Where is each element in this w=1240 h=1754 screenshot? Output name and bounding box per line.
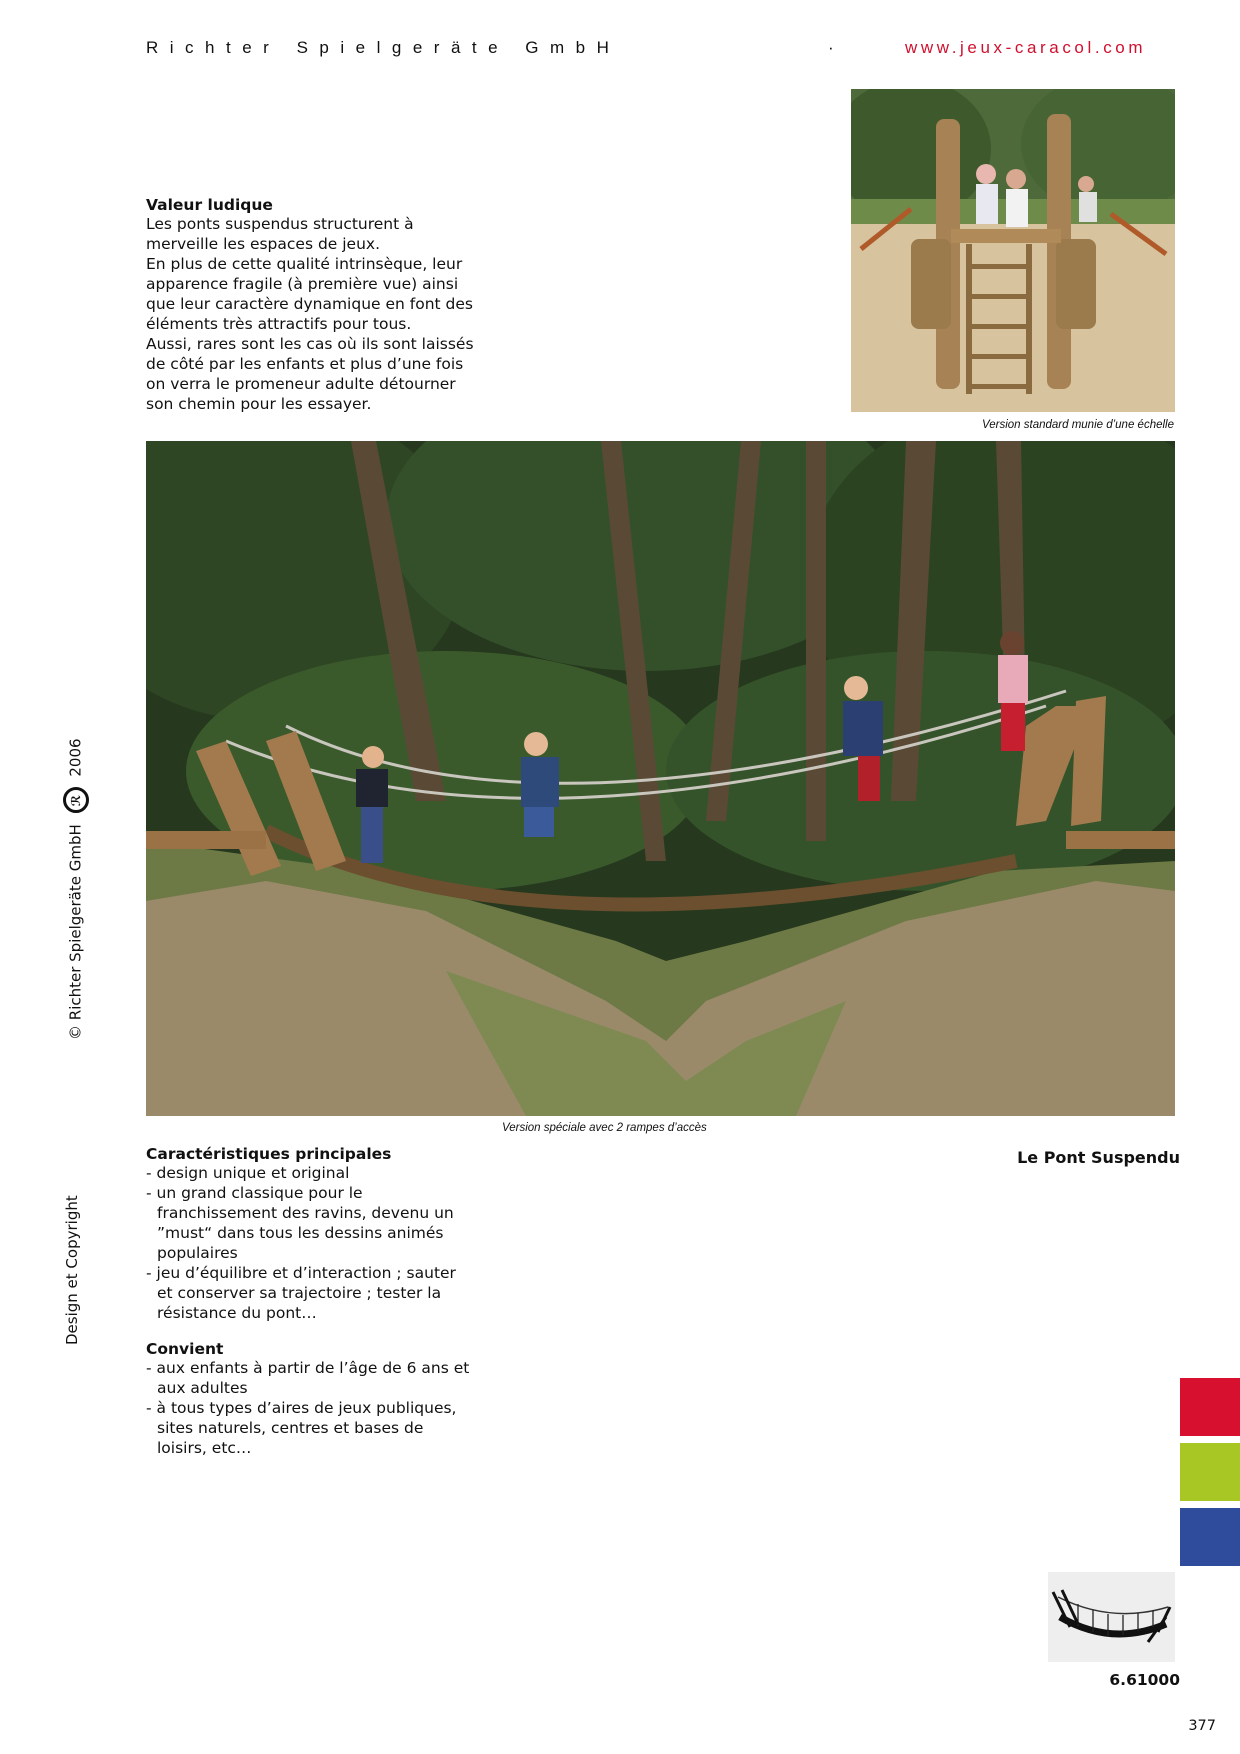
- copyright-year: 2006: [66, 738, 85, 777]
- caracteristiques-section: [146, 1145, 476, 1323]
- valeur-ludique-section: [146, 196, 476, 414]
- page-number: 377: [1188, 1718, 1216, 1734]
- convient-section: [146, 1340, 476, 1458]
- photo-caption-standard: Version standard munie d’une échelle: [981, 419, 1174, 431]
- product-thumbnail: [1048, 1572, 1175, 1662]
- valeur-ludique-paragraph: Aussi, rares sont les cas où ils sont laissés de côté par les enfants et plus d’une fois on verra le promeneur adulte détourner son chemin pour les essayer.: [146, 335, 474, 413]
- website-link[interactable]: www.jeux-caracol.com: [905, 38, 1147, 57]
- richter-logo-icon: ℛ: [63, 787, 89, 813]
- design-copyright-text: Design et Copyright: [63, 1195, 81, 1345]
- caracteristiques-heading: Caractéristiques principales: [146, 1145, 392, 1163]
- copyright-line: [63, 738, 89, 1040]
- photo-caption-special: Version spéciale avec 2 rampes d’accès: [502, 1122, 707, 1134]
- valeur-ludique-paragraph: Les ponts suspendus structurent à merveille les espaces de jeux.: [146, 215, 414, 253]
- color-tab-green: [1180, 1443, 1240, 1501]
- photo-standard-version: [851, 89, 1175, 412]
- convient-heading: Convient: [146, 1340, 224, 1358]
- list-item: - design unique et original: [146, 1164, 350, 1182]
- company-name: Richter Spielgeräte GmbH: [146, 38, 621, 57]
- color-tab-blue: [1180, 1508, 1240, 1566]
- header-separator: ·: [828, 38, 834, 57]
- copyright-text: © Richter Spielgeräte GmbH: [66, 824, 85, 1040]
- list-item: - jeu d’équilibre et d’interaction ; sauter et conserver sa trajectoire ; tester la résistance du pont…: [146, 1264, 456, 1322]
- color-tab-red: [1180, 1378, 1240, 1436]
- product-title: Le Pont Suspendu: [1017, 1148, 1180, 1167]
- list-item: - à tous types d’aires de jeux publiques, sites naturels, centres et bases de loisirs, etc…: [146, 1399, 457, 1457]
- valeur-ludique-paragraph: En plus de cette qualité intrinsèque, leur apparence fragile (à première vue) ainsi que leur caractère dynamique en font des éléments très attractifs pour tous.: [146, 255, 473, 333]
- list-item: - un grand classique pour le franchissement des ravins, devenu un ”must“ dans tous les dessins animés populaires: [146, 1184, 454, 1262]
- photo-special-version: [146, 441, 1175, 1116]
- valeur-ludique-heading: Valeur ludique: [146, 196, 273, 214]
- product-code: 6.61000: [1109, 1671, 1180, 1689]
- list-item: - aux enfants à partir de l’âge de 6 ans et aux adultes: [146, 1359, 470, 1397]
